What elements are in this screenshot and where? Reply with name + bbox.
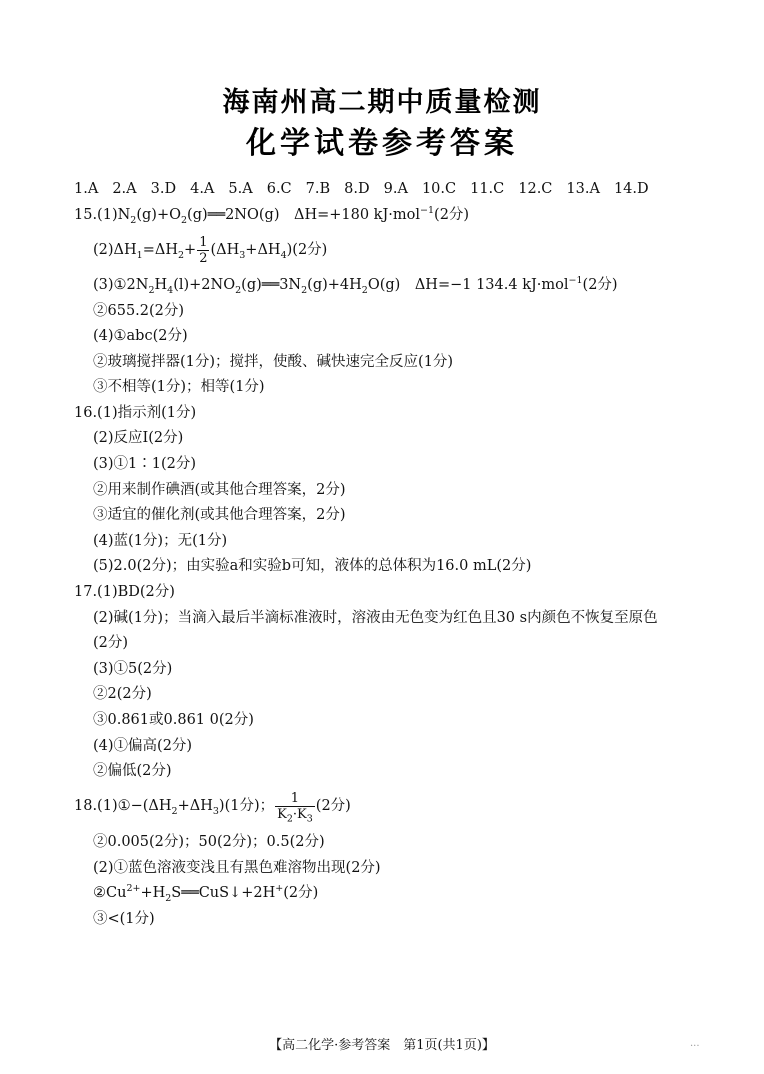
q17-part3-1: (3)①5(2分) [93,661,173,677]
q17-part4-2: ②偏低(2分) [93,763,172,779]
q16-part1: 16.(1)指示剂(1分) [74,405,197,421]
choice-answer: 14.D [613,181,649,197]
q17-part3-3: ③0.861或0.861 0(2分) [93,712,254,728]
choice-answer: 4.A [190,181,215,197]
choice-answer: 13.A [566,181,600,197]
q18-part2-3: ③<(1分) [93,911,155,927]
page-title: 海南州高二期中质量检测 [222,87,542,118]
q18-part1: $18.(1)①-(\Delta H_2+\Delta H_3)(1$分)； $\frac{1}{K_2\cdot K_3}$ (2分) [74,790,351,825]
q16-part2: (2)反应Ⅰ(2分) [93,430,184,446]
choice-answer: 6.C [266,181,292,197]
q16-part4: (4)蓝(1分)；无(1分) [93,533,228,549]
q18-part2-2: $②Cu^{2+}+H_2S══CuS↓+2H^+(2$分) [93,883,319,904]
choice-answer: 3.D [150,181,177,197]
q16-part3-1: (3)①1∶1(2分) [93,456,197,472]
q16-part3-2: ②用来制作碘酒(或其他合理答案，2分) [93,482,346,498]
choice-answer: 8.D [344,181,370,197]
fraction-half: $\frac{1}{2}$ [199,234,208,266]
q15-part4-3: ③不相等(1分)；相等(1分) [93,379,265,395]
q15-part1: $15.(1)N_2(g)+O_2(g)══2NO(g)$ ΔH=+180 kJ·mol$^{-1}$(2分) [74,205,470,226]
q15-part4-1: (4)①abc(2分) [93,328,188,344]
q17-part1: 17.(1)BD(2分) [74,584,175,600]
choice-answer: 12.C [518,181,553,197]
q16-part5: (5)2.0(2分)；由实验a和实验b可知，液体的总体积为16.0 mL(2分) [93,558,532,574]
q15-part4-2: ②玻璃搅拌器(1分)；搅拌，使酸、碱快速完全反应(1分) [93,354,454,370]
q17-part3-2: ②2(2分) [93,686,152,702]
choice-answer: 2.A [112,181,137,197]
choice-answer: 10.C [421,181,457,197]
q17-part4-1: (4)①偏高(2分) [93,738,193,754]
q17-part2-cont: (2分) [93,635,129,651]
choice-answer: 1.A [74,181,99,197]
choice-answer: 5.A [228,181,253,197]
choice-answer: 7.B [305,181,331,197]
choice-answers-row [74,179,663,199]
q16-part3-3: ③适宜的催化剂(或其他合理答案，2分) [93,507,346,523]
choice-answer: 9.A [383,181,408,197]
corner-mark: ... [690,1038,700,1049]
page-footer: 【高二化学·参考答案 第1页(共1页)】 [269,1038,495,1053]
page-subtitle: 化学试卷参考答案 [246,126,518,161]
q18-part1-2: ②0.005(2分)；50(2分)；0.5(2分) [93,834,325,850]
choice-answer: 11.C [470,181,505,197]
q15-part3-2: ②655.2(2分) [93,303,185,319]
q15-part3: $(3)①2N_2H_4(l)+2NO_2(g)══3N_2(g)+4H_2O(g)$ ΔH=−1 134.4 kJ·mol$^{-1}$(2分) [93,275,618,296]
fraction-k: $\frac{1}{K_2\cdot K_3}$ [277,790,313,825]
q18-part2-1: (2)①蓝色溶液变浅且有黑色难溶物出现(2分) [93,860,381,876]
q15-part2: $(2)\Delta H_1=\Delta H_2+$ $\frac{1}{2}$ $(\Delta H_3+\Delta H_4)(2$分) [93,234,328,266]
q17-part2: (2)碱(1分)；当滴入最后半滴标准液时，溶液由无色变为红色且30 s内颜色不恢复至原色 [93,610,658,626]
